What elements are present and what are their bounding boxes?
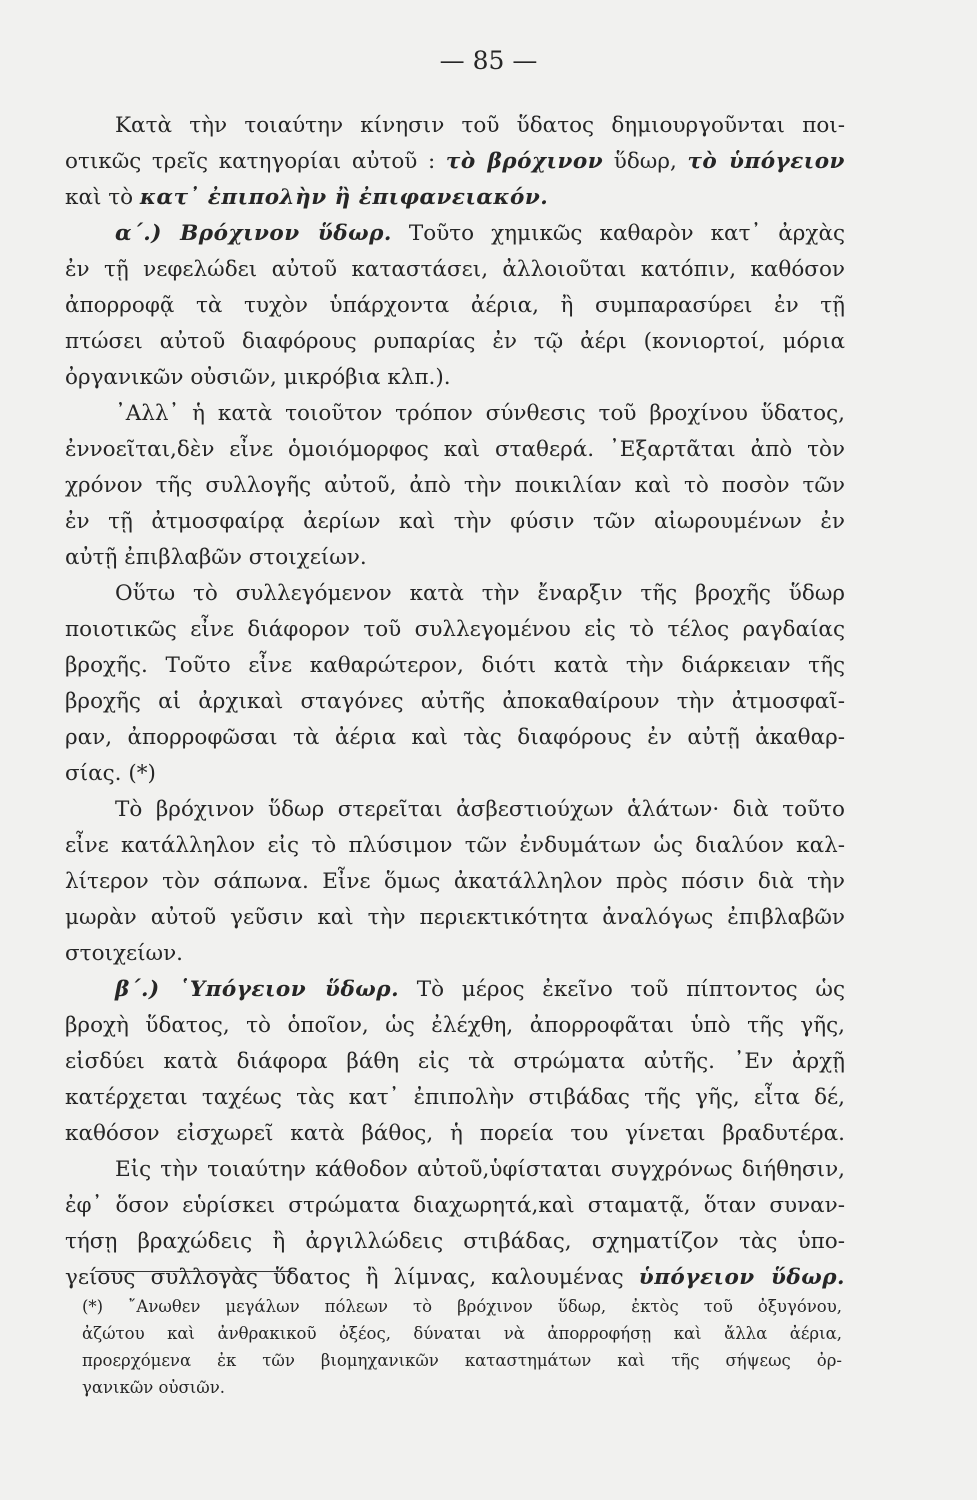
text-line: εἶνε κατάλληλον εἰς τὸ πλύσιμον τῶν ἐνδυμάτων ὡς διαλύον καλ- [65, 833, 845, 858]
page-number: — 85 — [439, 46, 538, 75]
text-line: σίας. (*) [65, 761, 156, 786]
text-line: Οὕτω τὸ συλλεγόμενον κατὰ τὴν ἔναρξιν τῆς βροχῆς ὕδωρ [115, 581, 845, 606]
footnote-line: ἀζώτου καὶ ἀνθρακικοῦ ὀξέος, δύναται νὰ ἀπορροφήσῃ καὶ ἄλλα ἀέρια, [82, 1324, 842, 1343]
text-line: ἐν τῇ ἀτμοσφαίρᾳ ἀερίων καὶ τὴν φύσιν τῶν αἰωρουμένων ἐν [65, 509, 845, 534]
text-line: λίτερον τὸν σάπωνα. Εἶνε ὅμως ἀκατάλληλον πρὸς πόσιν διὰ τὴν [65, 869, 845, 894]
text-line: αὐτῇ ἐπιβλαβῶν στοιχείων. [65, 545, 367, 570]
text-line: μωρὰν αὐτοῦ γεῦσιν καὶ τὴν περιεκτικότητα ἀναλόγως ἐπιβλαβῶν [65, 905, 845, 930]
section-heading: β΄.) ῾Υπόγειον ὕδωρ. [115, 977, 400, 1002]
text-line: καθόσον εἰσχωρεῖ κατὰ βάθος, ἡ πορεία του γίνεται βραδυτέρα. [65, 1121, 845, 1146]
footnote-divider [95, 1271, 295, 1272]
text-line: πτώσει αὐτοῦ διαφόρους ρυπαρίας ἐν τῷ ἀέρι (κονιορτοί, μόρια [65, 329, 845, 354]
text-line: βροχῆς αἱ ἀρχικαὶ σταγόνες αὐτῆς ἀποκαθαίρουν τὴν ἀτμοσφαῖ- [65, 689, 845, 714]
text-line: ἀπορροφᾷ τὰ τυχὸν ὑπάρχοντα ἀέρια, ἢ συμπαρασύρει ἐν τῇ [65, 293, 845, 318]
text-line: καὶ τὸ κατ᾽ ἐπιπολὴν ἢ ἐπιφανειακόν. [65, 185, 549, 210]
main-text [65, 108, 845, 1296]
text-line: γείους συλλογὰς ὕδατος ἢ λίμνας, καλουμένας ὑπόγειον ὕδωρ. [65, 1265, 846, 1290]
text-line: ἐφ᾽ ὅσον εὑρίσκει στρώματα διαχωρητά,καὶ σταματᾷ, ὅταν συναν- [65, 1193, 845, 1218]
text-line: βροχὴ ὕδατος, τὸ ὁποῖον, ὡς ἐλέχθη, ἀπορροφᾶται ὑπὸ τῆς γῆς, [65, 1013, 845, 1038]
text-line: Εἰς τὴν τοιαύτην κάθοδον αὐτοῦ,ὑφίσταται συγχρόνως διήθησιν, [115, 1157, 845, 1182]
text-line: τήσῃ βραχώδεις ἢ ἀργιλλώδεις στιβάδας, σχηματίζον τὰς ὑπο- [65, 1229, 845, 1254]
text-line: ραν, ἀπορροφῶσαι τὰ ἀέρια καὶ τὰς διαφόρους ἐν αὐτῇ ἀκαθαρ- [65, 725, 845, 750]
text-line: β΄.) ῾Υπόγειον ὕδωρ. Τὸ μέρος ἐκεῖνο τοῦ πίπτοντος ὡς [115, 977, 845, 1002]
footnote-line: (*) ῎Ανωθεν μεγάλων πόλεων τὸ βρόχινον ὕδωρ, ἐκτὸς τοῦ ὀξυγόνου, [82, 1297, 842, 1316]
footnote [82, 1293, 842, 1401]
text-line: εἰσδύει κατὰ διάφορα βάθη εἰς τὰ στρώματα αὐτῆς. ᾽Εν ἀρχῇ [65, 1049, 845, 1074]
footnote-line: γανικῶν οὐσιῶν. [82, 1378, 225, 1397]
text-line: ὀργανικῶν οὐσιῶν, μικρόβια κλπ.). [65, 365, 451, 390]
text-line: στοιχείων. [65, 941, 183, 966]
footnote-line: προερχόμενα ἐκ τῶν βιομηχανικῶν καταστημάτων καὶ τῆς σήψεως ὀρ- [82, 1351, 842, 1370]
text-line: οτικῶς τρεῖς κατηγορίαι αὐτοῦ : τὸ βρόχινον ὕδωρ, τὸ ὑπόγειον [65, 149, 845, 174]
text-line: ἐν τῇ νεφελώδει αὐτοῦ καταστάσει, ἀλλοιοῦται κατόπιν, καθόσον [65, 257, 845, 282]
text-line: α΄.) Βρόχινον ὕδωρ. Τοῦτο χημικῶς καθαρὸν κατ᾽ ἀρχὰς [115, 221, 845, 246]
section-heading: α΄.) Βρόχινον ὕδωρ. [115, 221, 392, 246]
text-line: ἐννοεῖται,δὲν εἶνε ὁμοιόμορφος καὶ σταθερά. ᾽Εξαρτᾶται ἀπὸ τὸν [65, 437, 845, 462]
text-line: Τὸ βρόχινον ὕδωρ στερεῖται ἀσβεστιούχων ἁλάτων· διὰ τοῦτο [115, 797, 845, 822]
text-line: χρόνον τῆς συλλογῆς αὐτοῦ, ἀπὸ τὴν ποικιλίαν καὶ τὸ ποσὸν τῶν [65, 473, 845, 498]
text-line: ποιοτικῶς εἶνε διάφορον τοῦ συλλεγομένου εἰς τὸ τέλος ραγδαίας [65, 617, 845, 642]
text-line: Κατὰ τὴν τοιαύτην κίνησιν τοῦ ὕδατος δημιουργοῦνται ποι- [115, 113, 845, 138]
text-line: βροχῆς. Τοῦτο εἶνε καθαρώτερον, διότι κατὰ τὴν διάρκειαν τῆς [65, 653, 845, 678]
text-line: ᾽Αλλ᾽ ἡ κατὰ τοιοῦτον τρόπον σύνθεσις τοῦ βροχίνου ὕδατος, [115, 401, 845, 426]
text-line: κατέρχεται ταχέως τὰς κατ᾽ ἐπιπολὴν στιβάδας τῆς γῆς, εἶτα δέ, [65, 1085, 845, 1110]
